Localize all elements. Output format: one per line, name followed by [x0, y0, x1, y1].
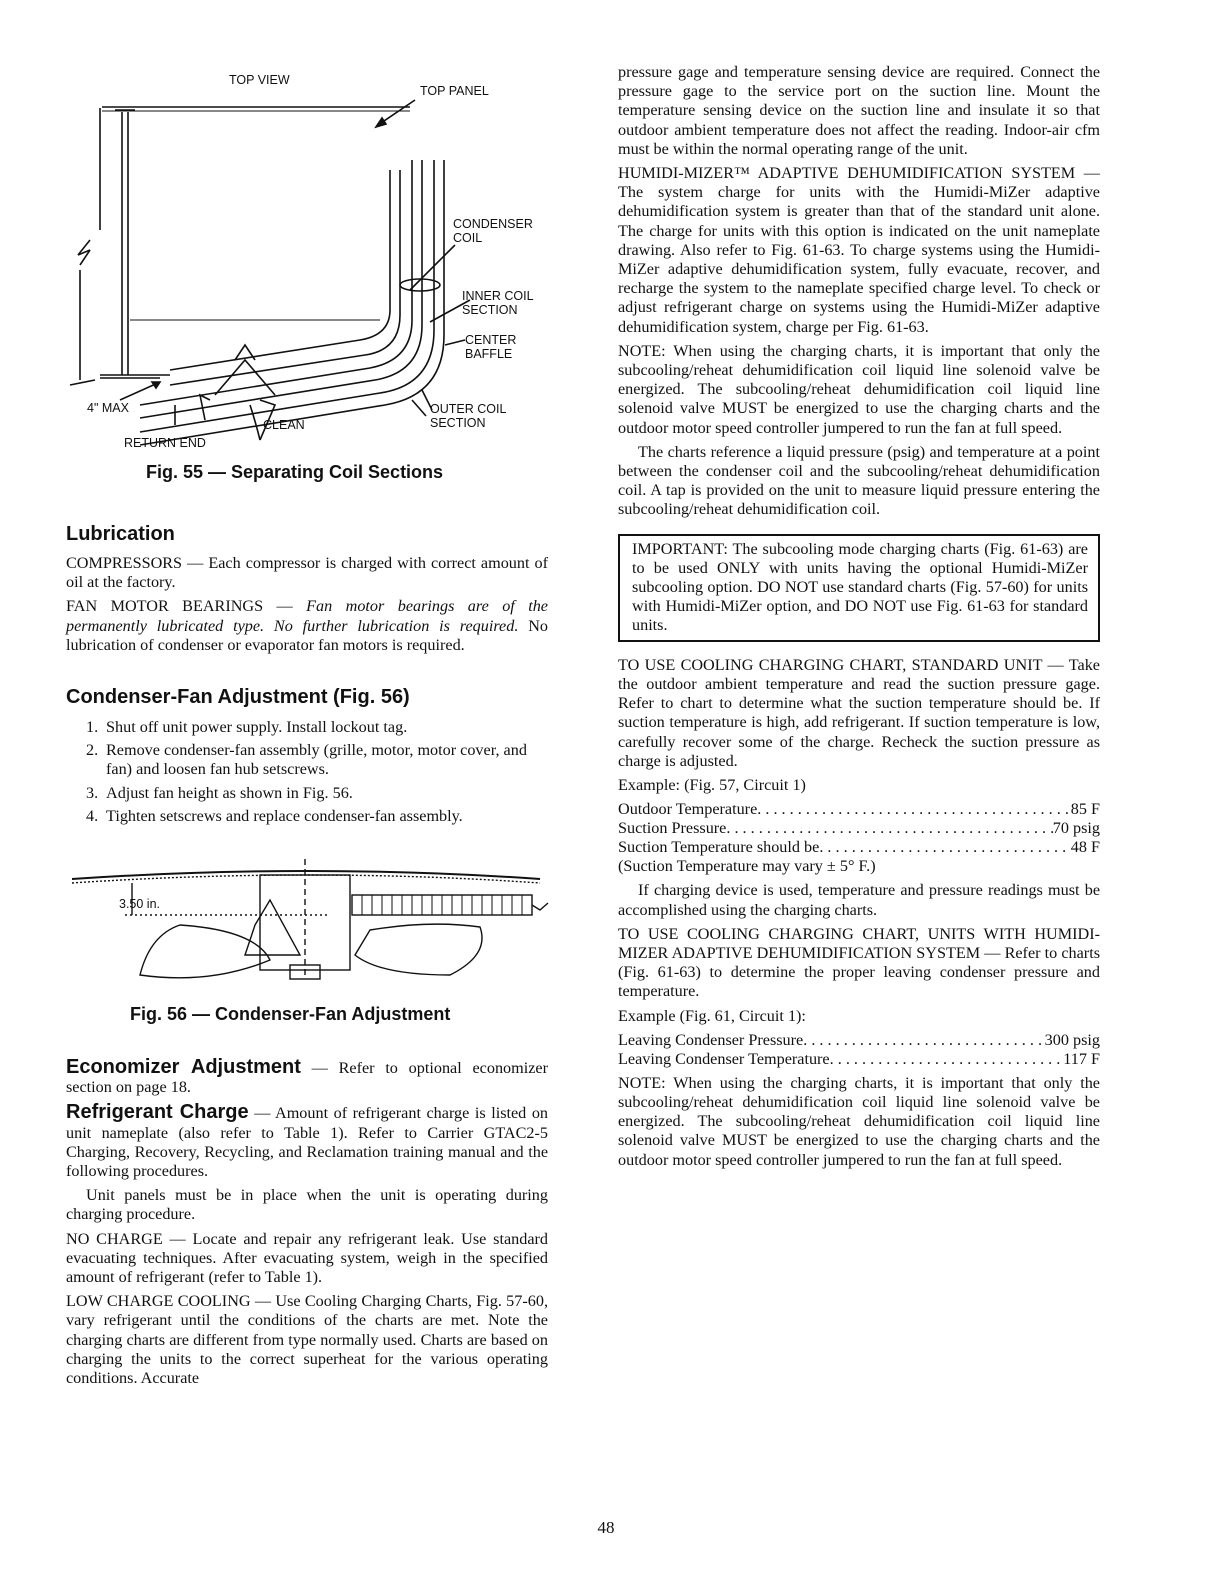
right-note2: NOTE: When using the charging charts, it is important that only the subcooling/reheat dehumidification coil liquid line solenoid valve be energized. The subcooling/reheat dehumidification coil liquid line solenoid valve MUST be energized to use the charging charts and the outdoor motor speed controller jumpered to run the fan at full speed. [618, 1073, 1100, 1169]
row-value: 117 F [1063, 1049, 1100, 1068]
row-value: 48 F [1070, 838, 1100, 857]
right-charts-reference: The charts reference a liquid pressure (psig) and temperature at a point between the condenser coil and the subcooling/reheat dehumidification coil. A tap is provided on the unit to measure liquid pressure entering the subcooling/reheat dehumidification coil. [618, 442, 1100, 519]
step-number: 4. [86, 806, 99, 825]
row-label: Outdoor Temperature [618, 800, 758, 819]
right-humidimizer: HUMIDI-MIZER™ ADAPTIVE DEHUMIDIFICATION SYSTEM — The system charge for units with the Humidi-MiZer adaptive dehumidification system is greater than that of the standard unit alone. The charge for units with this option is indicated on the unit nameplate drawing. Also refer to Fig. 61-63. To charge systems using the Humidi-MiZer adaptive dehumidification system, fully evacuate, recover, and recharge the system to the nameplate specified charge level. To check or adjust refrigerant charge on systems using the Humidi-MiZer adaptive dehumidification system, charge per Fig. 61-63. [618, 164, 1100, 336]
example2-row [618, 1031, 1100, 1050]
example2-table [618, 1031, 1100, 1069]
fig55-condenser-line2: COIL [453, 231, 483, 245]
step-text: Tighten setscrews and replace condenser-fan assembly. [106, 806, 463, 825]
fig55-label-top-panel: TOP PANEL [420, 84, 489, 98]
lubrication-compressors: COMPRESSORS — Each compressor is charged with correct amount of oil at the factory. [66, 554, 548, 592]
step-text: Adjust fan height as shown in Fig. 56. [106, 783, 353, 802]
right-charging-device: If charging device is used, temperature and pressure readings must be accomplished using the charging charts. [618, 881, 1100, 919]
economizer-text: — Refer to optional economizer section on page 18. [66, 1059, 548, 1097]
right-p1: pressure gage and temperature sensing device are required. Connect the pressure gage to the service port on the suction line. Mount the temperature sensing device on the suction line and insulate it so that outdoor ambient temperature does not affect the reading. Indoor-air cfm must be within the normal operating range of the unit. [618, 63, 1100, 158]
fig55-diagram [60, 60, 560, 460]
step-item [86, 807, 548, 826]
row-label: Leaving Condenser Temperature [618, 1049, 830, 1068]
refrigerant-panels: Unit panels must be in place when the unit is operating during charging procedure. [66, 1186, 548, 1224]
fan-motor-italic: Fan motor bearings are of the permanently lubricated type. No further lubrication is required. [66, 597, 548, 635]
refrigerant-heading: Refrigerant Charge [66, 1101, 249, 1124]
fig55-svg [60, 60, 560, 460]
step-item [86, 784, 548, 803]
row-label: Leaving Condenser Pressure [618, 1030, 804, 1049]
right-note1: NOTE: When using the charging charts, it is important that only the subcooling/reheat dehumidification coil liquid line solenoid valve be energized. The subcooling/reheat dehumidification coil liquid line solenoid valve MUST be energized to use the charging charts and the outdoor motor speed controller jumpered to run the fan at full speed. [618, 341, 1100, 437]
fig55-label-return-end: RETURN END [124, 436, 206, 450]
example1-row [618, 838, 1100, 857]
fig56-dimension-label: 3.50 in. [119, 897, 161, 911]
fig56-diagram [70, 855, 550, 995]
fan-motor-lead: FAN MOTOR BEARINGS — [66, 597, 307, 616]
example1-row [618, 800, 1100, 819]
fig55-condenser-line1: CONDENSER [453, 217, 533, 231]
fig55-label-outer-coil [430, 402, 506, 430]
example2-row [618, 1050, 1100, 1069]
step-number: 2. [86, 741, 99, 760]
row-value: 70 psig [1052, 819, 1100, 838]
right-example1: Example: (Fig. 57, Circuit 1) [618, 775, 806, 794]
lubrication-heading: Lubrication [66, 523, 175, 545]
left-lower-body [66, 1058, 548, 1388]
lubrication-body [66, 554, 548, 655]
fig55-baffle-line1: CENTER [465, 333, 517, 347]
step-text: Shut off unit power supply. Install lockout tag. [106, 718, 408, 736]
step-text: Remove condenser-fan assembly (grille, motor, motor cover, and fan) and loosen fan hub setscrews. [106, 741, 527, 779]
important-box [618, 534, 1100, 642]
step-item [86, 741, 548, 779]
step-number: 3. [86, 783, 99, 802]
fig55-label-max: 4" MAX [87, 401, 129, 415]
right-column [618, 63, 1100, 1170]
refrigerant-paragraph [66, 1103, 548, 1181]
fig55-baffle-line2: BAFFLE [465, 347, 513, 361]
step-item [86, 718, 548, 737]
fig55-outer-line1: OUTER COIL [430, 402, 507, 416]
fig55-caption: Fig. 55 — Separating Coil Sections [146, 462, 444, 482]
fan-motor-rest: No lubrication of condenser or evaporator fan motors is required. [66, 616, 548, 654]
condenser-fan-steps [86, 718, 548, 826]
right-humidimizer-chart: TO USE COOLING CHARGING CHART, UNITS WITH HUMIDI-MIZER ADAPTIVE DEHUMIDIFICATION SYSTEM — Refer to charts (Fig. 61-63) to determine the proper leaving condenser pressure and temperature. [618, 924, 1100, 1001]
row-value: 300 psig [1044, 1030, 1100, 1049]
row-label: Suction Temperature should be [618, 838, 820, 857]
example1-table [618, 800, 1100, 876]
fig56-svg [70, 855, 550, 995]
lubrication-fan-motor [66, 597, 548, 655]
row-value: 85 F [1070, 800, 1100, 819]
example1-note: (Suction Temperature may vary ± 5° F.) [618, 857, 876, 876]
fig55-label-top-view: TOP VIEW [229, 73, 290, 87]
right-example2: Example (Fig. 61, Circuit 1): [618, 1006, 806, 1025]
refrigerant-text: — Amount of refrigerant charge is listed on unit nameplate (also refer to Table 1). Refer to Carrier GTAC2-5 Charging, Recovery, Recycling, and Reclamation training manual and the following procedures. [66, 1104, 549, 1181]
refrigerant-no-charge: NO CHARGE — Locate and repair any refrigerant leak. Use standard evacuating techniques. After evacuating system, weigh in the specified amount of refrigerant (refer to Table 1). [66, 1229, 548, 1287]
step-number: 1. [86, 718, 99, 736]
condenser-fan-heading: Condenser-Fan Adjustment (Fig. 56) [66, 686, 410, 708]
fig55-label-center-baffle [465, 333, 516, 361]
important-text: IMPORTANT: The subcooling mode charging charts (Fig. 61-63) are to be used ONLY with units having the optional Humidi-MiZer subcooling option. DO NOT use standard charts (Fig. 57-60) for units with Humidi-MiZer option, and DO NOT use Fig. 61-63 for standard units. [632, 539, 1088, 635]
fig56-caption: Fig. 56 — Condenser-Fan Adjustment [130, 1004, 451, 1024]
refrigerant-low-charge: LOW CHARGE COOLING — Use Cooling Charging Charts, Fig. 57-60, vary refrigerant until the conditions of the charts are met. Note the charging charts are different from type normally used. Charts are based on charging the units to the correct superheat for the various operating conditions. Accurate [66, 1292, 548, 1388]
fig55-inner-line2: SECTION [462, 303, 518, 317]
fig55-inner-line1: INNER COIL [462, 289, 534, 303]
economizer-heading: Economizer Adjustment [66, 1056, 301, 1078]
fig55-label-condenser-coil [453, 217, 533, 245]
example1-row [618, 819, 1100, 838]
row-label: Suction Pressure [618, 819, 727, 838]
right-standard-unit: TO USE COOLING CHARGING CHART, STANDARD UNIT — Take the outdoor ambient temperature and read the suction pressure gage. Refer to chart to determine what the suction temperature should be. If suction temperature is high, add refrigerant. If suction temperature is low, carefully recover some of the charge. Recheck the suction pressure as charge is adjusted. [618, 655, 1100, 770]
economizer-paragraph [66, 1058, 548, 1097]
fig55-label-inner-coil [462, 289, 534, 317]
page-number: 48 [597, 1518, 615, 1537]
fig55-outer-line2: SECTION [430, 416, 486, 430]
fig55-label-clean: CLEAN [263, 418, 305, 432]
